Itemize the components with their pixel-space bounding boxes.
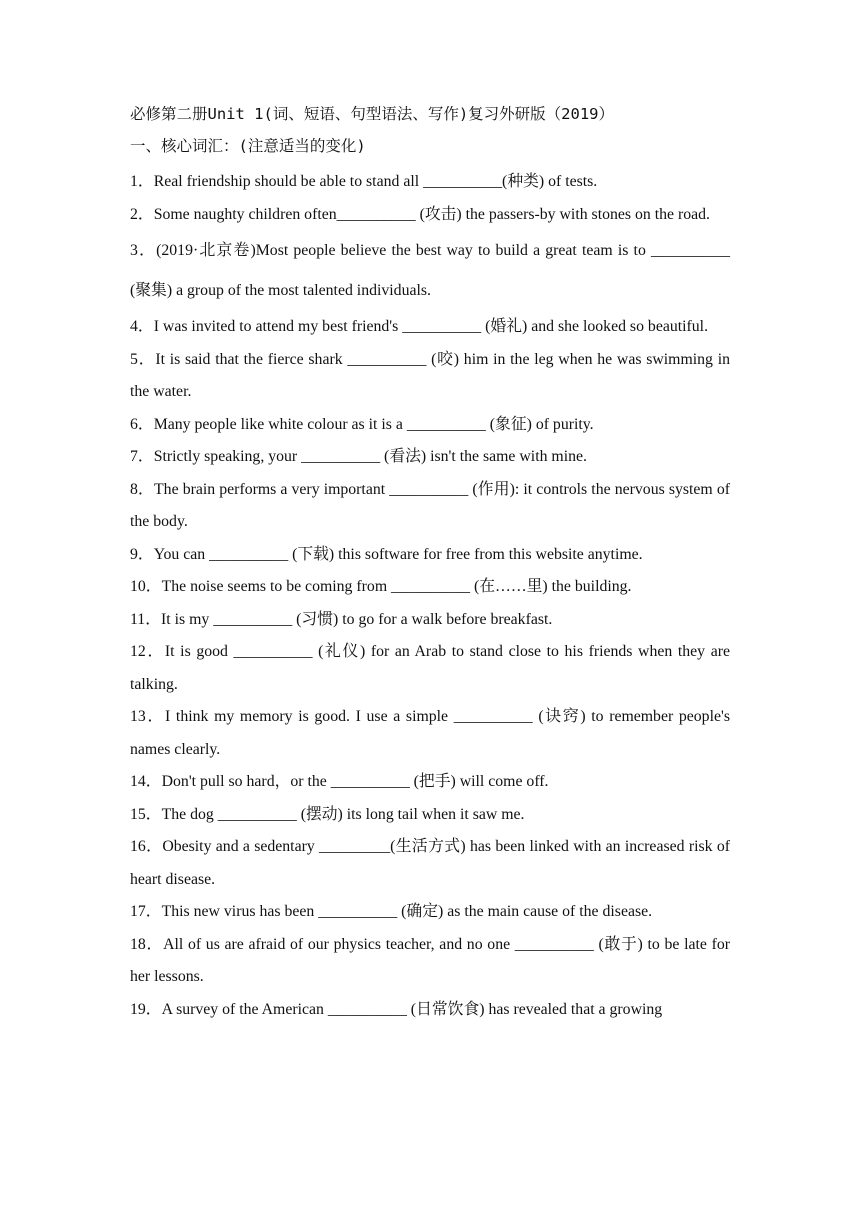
exercise-item: 12．It is good __________ (礼仪) for an Arab to stand close to his friends when they are talking. xyxy=(130,643,730,693)
exercise-item: 18．All of us are afraid of our physics teacher, and no one __________ (敢于) to be late for her lessons. xyxy=(130,935,730,985)
exercise-item: 15．The dog __________ (摆动) its long tail when it saw me. xyxy=(130,805,525,823)
exercise-item: 6．Many people like white colour as it is a __________ (象征) of purity. xyxy=(130,415,594,433)
exercise-item: 16．Obesity and a sedentary _________(生活方式) has been linked with an increased risk of heart disease. xyxy=(130,838,730,888)
exercise-item: 10．The noise seems to be coming from __________ (在……里) the building. xyxy=(130,578,632,595)
exercise-item: 7．Strictly speaking, your __________ (看法) isn't the same with mine. xyxy=(130,448,587,465)
exercise-item: 3．(2019·北京卷)Most people believe the best way to build a great team is to __________ (聚集) a group of the most talented individuals. xyxy=(130,242,730,299)
exercise-item: 2．Some naughty children often__________ (攻击) the passers-by with stones on the road. xyxy=(130,205,711,223)
exercise-item: 8．The brain performs a very important __________ (作用): it controls the nervous system of the body. xyxy=(130,480,730,530)
document-title: 必修第二册Unit 1(词、短语、句型语法、写作)复习外研版（2019） xyxy=(130,105,614,123)
exercise-item: 4．I was invited to attend my best friend's __________ (婚礼) and she looked so beautiful. xyxy=(130,318,709,335)
exercise-item: 11．It is my __________ (习惯) to go for a walk before breakfast. xyxy=(130,610,553,628)
exercise-list xyxy=(130,166,730,1026)
section-heading: 一、核心词汇：(注意适当的变化) xyxy=(130,137,366,155)
exercise-item: 19．A survey of the American __________ (日常饮食) has revealed that a growing xyxy=(130,1000,663,1018)
exercise-item: 14．Don't pull so hard，or the __________ (把手) will come off. xyxy=(130,773,549,790)
exercise-item: 5．It is said that the fierce shark __________ (咬) him in the leg when he was swimming in the water. xyxy=(130,350,730,400)
document-page xyxy=(130,96,730,1026)
exercise-item: 9．You can __________ (下载) this software for free from this website anytime. xyxy=(130,545,643,563)
exercise-item: 17．This new virus has been __________ (确定) as the main cause of the disease. xyxy=(130,903,653,920)
exercise-item: 13．I think my memory is good. I use a simple __________ (诀窍) to remember people's names clearly. xyxy=(130,708,730,758)
exercise-item: 1．Real friendship should be able to stand all __________(种类) of tests. xyxy=(130,173,598,190)
